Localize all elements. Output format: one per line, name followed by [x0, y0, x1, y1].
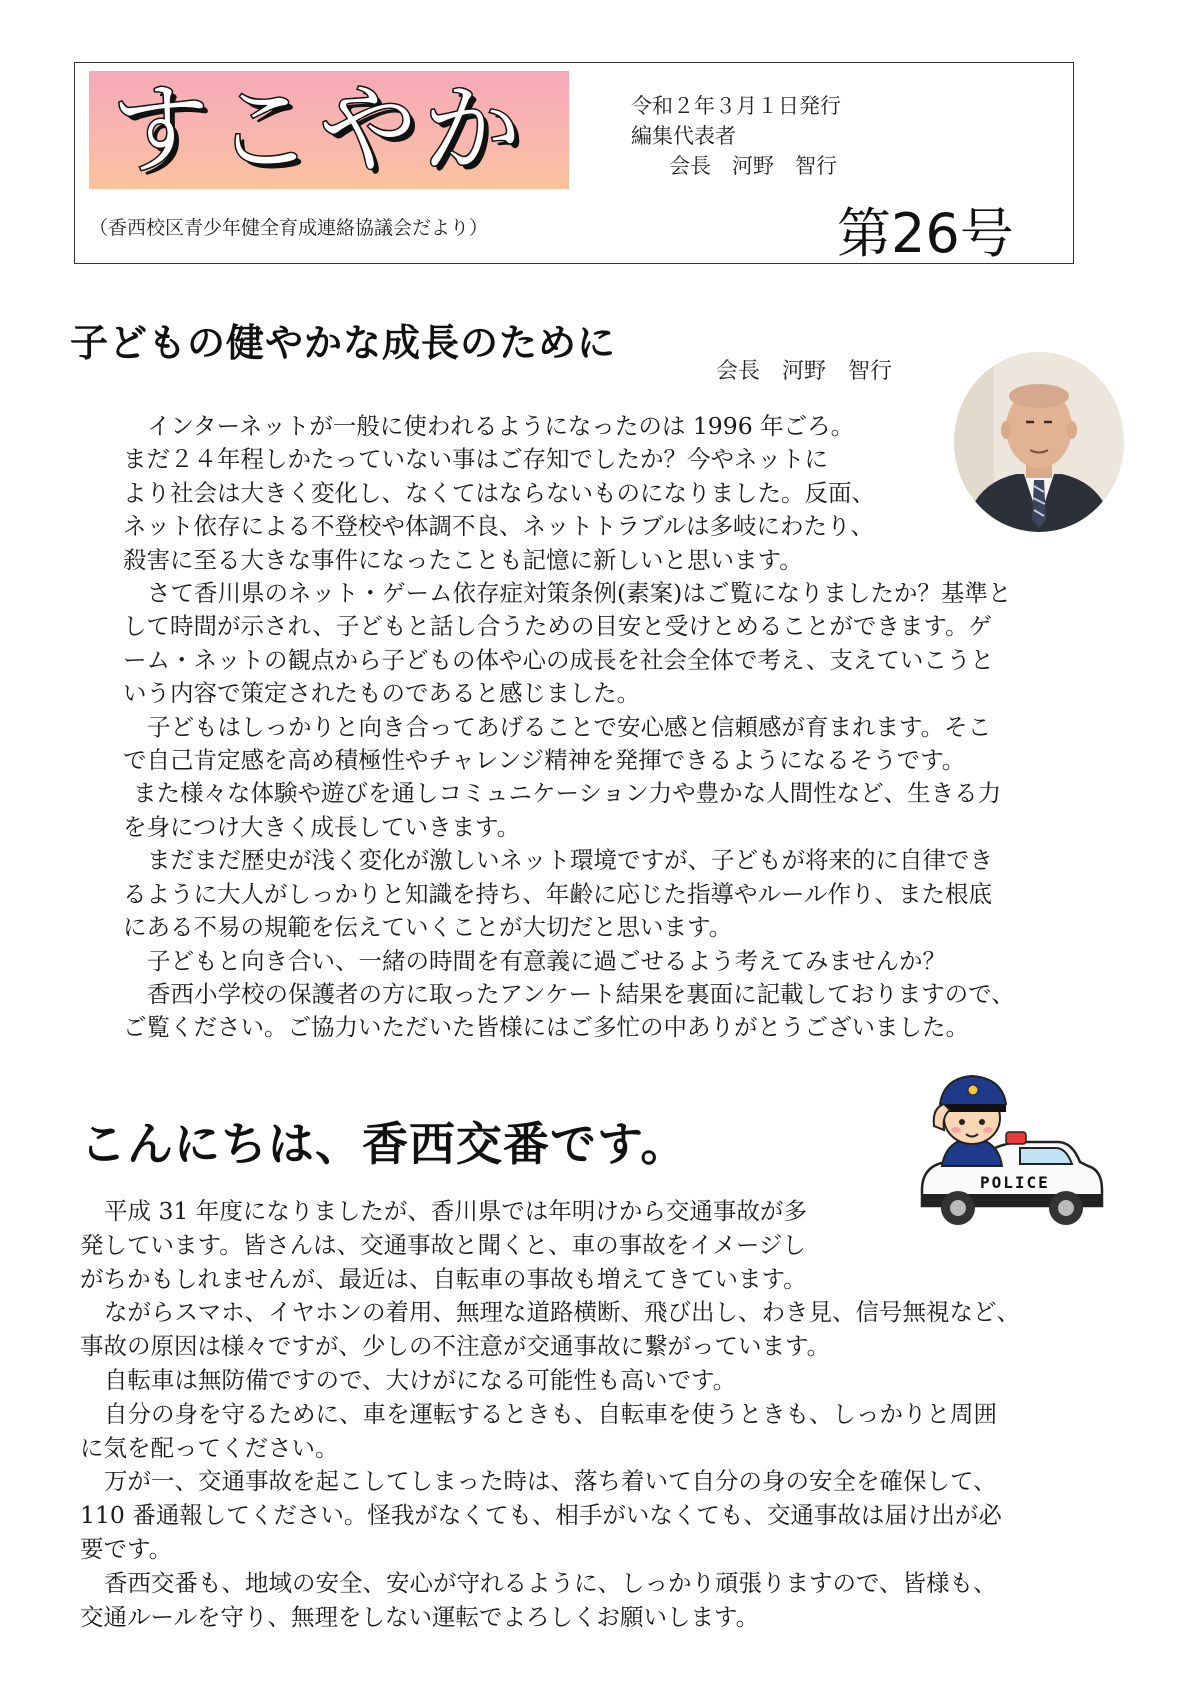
- paragraph-line: るように大人がしっかりと知識を持ち、年齢に応じた指導やルール作り、また根底: [123, 879, 993, 908]
- police-car-label: POLICE: [980, 1173, 1050, 1192]
- issue-date: 令和２年３月１日発行: [631, 94, 841, 118]
- paragraph-line: して時間が示され、子どもと話し合うための目安と受けとめることができます。ゲ: [123, 612, 993, 641]
- masthead-banner: [89, 71, 569, 189]
- paragraph-line: インターネットが一般に使われるようになったのは 1996 年ごろ。: [147, 412, 855, 440]
- paragraph-line: 110 番通報してください。怪我がなくても、相手がいなくても、交通事故は届け出が必: [80, 1501, 1002, 1530]
- police-article-heading: こんにちは、香西交番です。: [80, 1117, 688, 1171]
- paragraph-line: 子どもはしっかりと向き合ってあげることで安心感と信頼感が育まれます。そこ: [147, 712, 992, 741]
- paragraph-line: 発しています。皆さんは、交通事故と聞くと、車の事故をイメージし: [80, 1230, 806, 1259]
- paragraph-line: さて香川県のネット・ゲーム依存症対策条例(素案)はご覧になりましたか？基準と: [147, 579, 1012, 608]
- paragraph-line: まだまだ歴史が浅く変化が激しいネット環境ですが、子どもが将来的に自律でき: [147, 846, 993, 875]
- paragraph-line: に気を配ってください。: [80, 1433, 339, 1462]
- article-author: 会長 河野 智行: [716, 359, 893, 384]
- paragraph-line: 香西交番も、地域の安全、安心が守れるように、しっかり頑張りますので、皆様も、: [104, 1568, 997, 1597]
- paragraph-line: 平成 31 年度になりましたが、香川県では年明けから交通事故が多: [104, 1197, 807, 1225]
- publication-info: [631, 91, 841, 181]
- paragraph-line: 殺害に至る大きな事件になったことも記憶に新しいと思います。: [123, 545, 803, 574]
- paragraph-line: 香西小学校の保護者の方に取ったアンケート結果を裏面に記載しておりますので、: [147, 979, 1015, 1008]
- paragraph-line: ーム・ネットの観点から子どもの体や心の成長を社会全体で考え、支えていこうと: [123, 645, 994, 674]
- paragraph-line: 交通ルールを守り、無理をしない運転でよろしくお願いします。: [80, 1602, 760, 1631]
- masthead-box: [74, 62, 1074, 264]
- article-body: [123, 410, 1128, 1045]
- paragraph-line: 要です。: [80, 1534, 173, 1563]
- police-article-body: [80, 1195, 1120, 1634]
- paragraph-line: で自己肯定感を高め積極性やチャレンジ精神を発揮できるようになるそうです。: [123, 746, 966, 775]
- editor-label: 編集代表者: [631, 124, 736, 148]
- paragraph-line: 事故の原因は様々ですが、少しの不注意が交通事故に繋がっています。: [80, 1332, 831, 1361]
- editor-name: 会長 河野 智行: [669, 154, 837, 178]
- paragraph-line: 自分の身を守るために、車を運転するときも、自転車を使うときも、しっかりと周囲: [104, 1399, 997, 1428]
- paragraph-line: にある不易の規範を伝えていくことが大切だと思います。: [123, 913, 733, 942]
- paragraph-line: ご覧ください。ご協力いただいた皆様にはご多忙の中ありがとうございました。: [123, 1013, 969, 1042]
- paragraph-line: 子どもと向き合い、一緒の時間を有意義に過ごせるよう考えてみませんか？: [147, 946, 946, 975]
- paragraph-line: がちかもしれませんが、最近は、自転車の事故も増えてきています。: [80, 1264, 807, 1293]
- paragraph-line: また様々な体験や遊びを通しコミュニケーション力や豊かな人間性など、生きる力: [133, 779, 1002, 808]
- issue-number: 第26号: [837, 202, 1014, 265]
- paragraph-line: ネット依存による不登校や体調不良、ネットトラブルは多岐にわたり、: [123, 512, 875, 541]
- paragraph-line: まだ２４年程しかたっていない事はご存知でしたか？今やネットに: [123, 445, 828, 474]
- paragraph-line: ながらスマホ、イヤホンの着用、無理な道路横断、飛び出し、わき見、信号無視など、: [104, 1298, 1021, 1327]
- paragraph-line: いう内容で策定されたものであると感じました。: [123, 679, 640, 708]
- paragraph-line: 万が一、交通事故を起こしてしまった時は、落ち着いて自分の身の安全を確保して、: [104, 1467, 997, 1496]
- paragraph-line: 自転車は無防備ですので、大けがになる可能性も高いです。: [104, 1365, 737, 1394]
- paragraph-line: を身につけ大きく成長していきます。: [123, 812, 521, 841]
- paragraph-line: より社会は大きく変化し、なくてはならないものになりました。反面、: [123, 478, 875, 507]
- newsletter-title: すこやか: [111, 73, 528, 187]
- newsletter-subtitle: （香西校区青少年健全育成連絡協議会だより）: [89, 217, 489, 239]
- article-heading: 子どもの健やかな成長のために: [70, 321, 617, 365]
